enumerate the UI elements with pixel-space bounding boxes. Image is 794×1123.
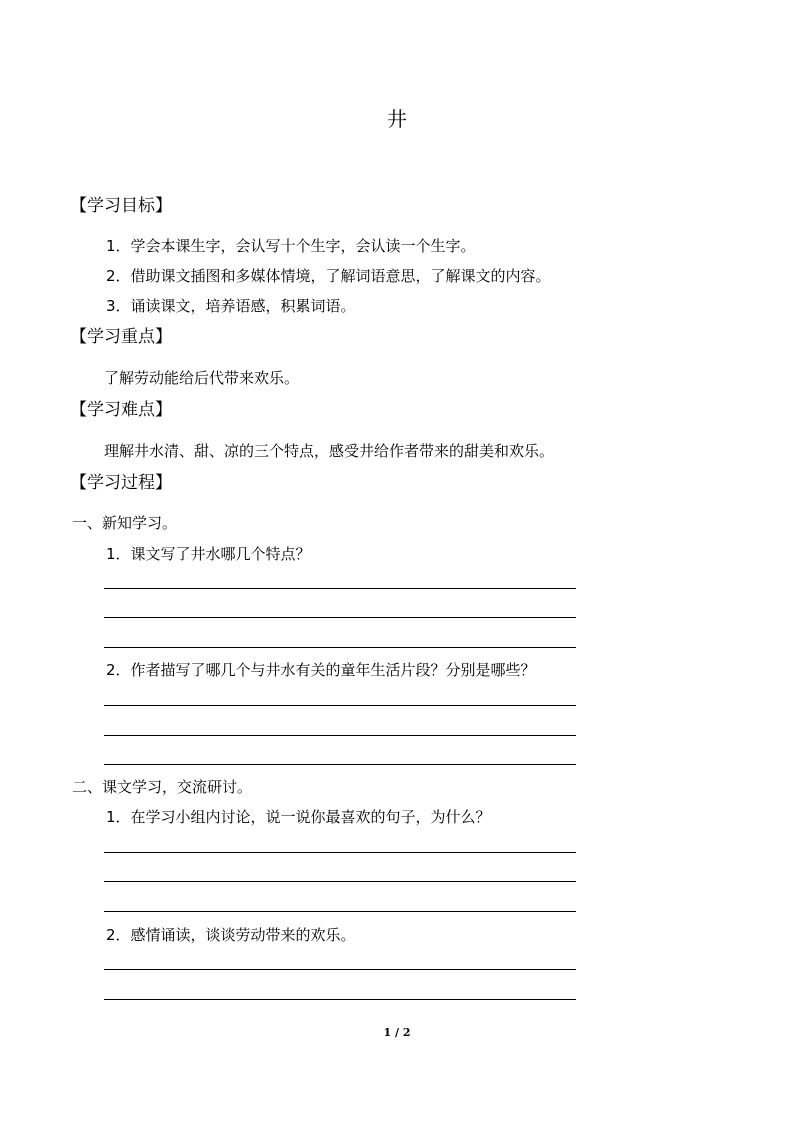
answer-line [104, 911, 576, 912]
part1-title: 一、新知学习。 [72, 514, 178, 532]
key-points-text: 了解劳动能给后代带来欢乐。 [104, 369, 300, 387]
answer-line [104, 881, 576, 882]
answer-line [104, 852, 576, 853]
part2-question-2: 2．感情诵读，谈谈劳动带来的欢乐。 [106, 926, 356, 944]
page-title: 井 [387, 107, 407, 131]
page-number: 1 / 2 [383, 1026, 411, 1039]
answer-line [104, 999, 576, 1000]
goal-item-1: 1．学会本课生字，会认写十个生字，会认读一个生字。 [106, 237, 476, 255]
answer-line [104, 735, 576, 736]
difficulties-heading: 【学习难点】 [70, 400, 172, 420]
process-heading: 【学习过程】 [70, 473, 172, 493]
goals-heading: 【学习目标】 [70, 196, 172, 216]
answer-line [104, 969, 576, 970]
goal-item-3: 3．诵读课文，培养语感，积累词语。 [106, 297, 356, 315]
answer-line [104, 647, 576, 648]
part1-question-2: 2．作者描写了哪几个与井水有关的童年生活片段？分别是哪些？ [106, 661, 536, 679]
answer-line [104, 705, 576, 706]
difficulties-text: 理解井水清、甜、凉的三个特点，感受井给作者带来的甜美和欢乐。 [104, 442, 555, 460]
goal-item-2: 2．借助课文插图和多媒体情境，了解词语意思，了解课文的内容。 [106, 267, 551, 285]
part2-question-1: 1．在学习小组内讨论，说一说你最喜欢的句子，为什么？ [106, 808, 491, 826]
answer-line [104, 588, 576, 589]
answer-line [104, 617, 576, 618]
answer-line [104, 764, 576, 765]
part2-title: 二、课文学习，交流研讨。 [72, 778, 253, 796]
key-points-heading: 【学习重点】 [70, 327, 172, 347]
part1-question-1: 1．课文写了井水哪几个特点？ [106, 545, 311, 563]
